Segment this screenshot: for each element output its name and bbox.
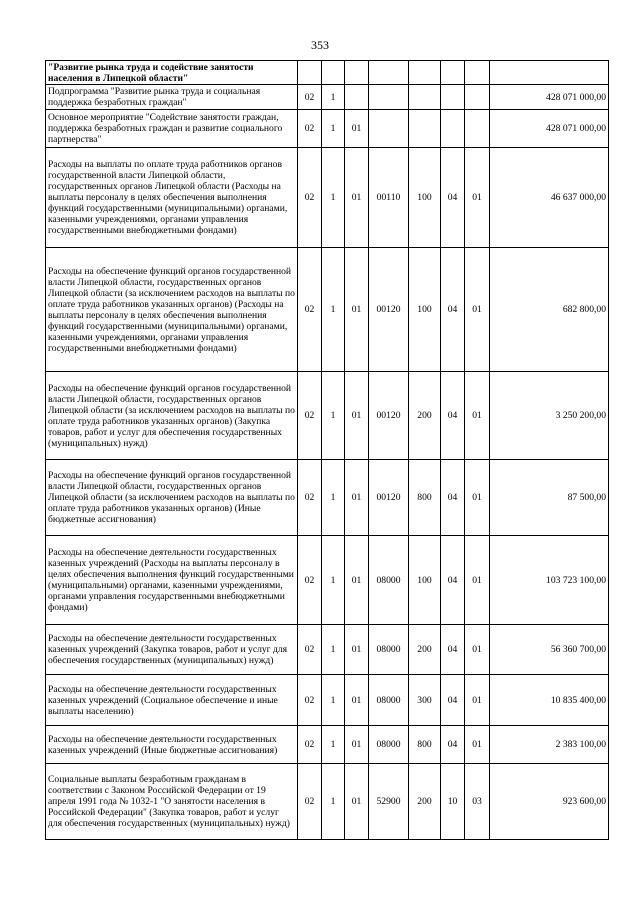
row-code-cell-c3: 01 <box>345 625 369 675</box>
row-code-cell-c1: 02 <box>298 460 322 536</box>
row-code-cell-c2 <box>322 61 345 85</box>
row-code-cell-c2: 1 <box>322 248 345 372</box>
row-code-cell-c1: 02 <box>298 675 322 726</box>
row-sum-cell <box>490 61 609 85</box>
row-name-cell: "Развитие рынка труда и содействие занятости населения в Липецкой области" <box>46 61 298 85</box>
row-code-cell-c4: 00120 <box>369 372 409 460</box>
row-code-cell-c7 <box>465 85 490 110</box>
row-code-cell-c7: 01 <box>465 726 490 764</box>
row-name-cell: Подпрограмма "Развитие рынка труда и социальная поддержка безработных граждан" <box>46 85 298 110</box>
row-code-cell-c6: 04 <box>441 726 465 764</box>
program-header-row <box>46 61 609 85</box>
row-code-cell-c5 <box>409 110 441 148</box>
row-code-cell-c2: 1 <box>322 148 345 248</box>
row-code-cell-c7: 01 <box>465 536 490 625</box>
table-row <box>46 85 609 110</box>
row-code-cell-c5 <box>409 85 441 110</box>
row-code-cell-c1 <box>298 61 322 85</box>
table-row <box>46 148 609 248</box>
row-name-cell: Расходы на обеспечение функций органов государственной власти Липецкой области, государственных органов Липецкой области (за исключением расходов на выплаты по оплате труда работников указанных органов) (Закупка товаров, работ и услуг для обеспечения государственных (муниципальных) нужд) <box>46 372 298 460</box>
row-code-cell-c5: 100 <box>409 536 441 625</box>
row-code-cell-c6: 04 <box>441 536 465 625</box>
row-code-cell-c7 <box>465 61 490 85</box>
row-code-cell-c6: 04 <box>441 248 465 372</box>
row-code-cell-c5: 200 <box>409 764 441 840</box>
row-code-cell-c3: 01 <box>345 460 369 536</box>
row-sum-cell: 87 500,00 <box>490 460 609 536</box>
row-code-cell-c4: 00110 <box>369 148 409 248</box>
row-code-cell-c6 <box>441 110 465 148</box>
row-code-cell-c4: 52900 <box>369 764 409 840</box>
row-code-cell-c2: 1 <box>322 675 345 726</box>
row-code-cell-c2: 1 <box>322 625 345 675</box>
row-code-cell-c2: 1 <box>322 372 345 460</box>
table-row <box>46 536 609 625</box>
row-code-cell-c6: 04 <box>441 372 465 460</box>
row-code-cell-c3: 01 <box>345 148 369 248</box>
row-code-cell-c1: 02 <box>298 764 322 840</box>
row-code-cell-c6 <box>441 61 465 85</box>
row-code-cell-c5: 800 <box>409 460 441 536</box>
row-code-cell-c6: 04 <box>441 148 465 248</box>
budget-table <box>45 60 609 840</box>
row-code-cell-c2: 1 <box>322 726 345 764</box>
row-code-cell-c3: 01 <box>345 110 369 148</box>
row-code-cell-c1: 02 <box>298 726 322 764</box>
row-code-cell-c1: 02 <box>298 148 322 248</box>
row-code-cell-c5: 200 <box>409 625 441 675</box>
row-code-cell-c7: 01 <box>465 248 490 372</box>
table-row <box>46 675 609 726</box>
row-sum-cell: 56 360 700,00 <box>490 625 609 675</box>
row-sum-cell: 2 383 100,00 <box>490 726 609 764</box>
row-sum-cell: 428 071 000,00 <box>490 85 609 110</box>
row-code-cell-c5: 100 <box>409 148 441 248</box>
row-sum-cell: 3 250 200,00 <box>490 372 609 460</box>
row-name-cell: Расходы на обеспечение функций органов государственной власти Липецкой области, государственных органов Липецкой области (за исключением расходов на выплаты по оплате труда работников указанных органов) (Расходы на выплаты персоналу в целях обеспечения выполнения функций государственными (муниципальными) органами, казенными учреждениями, органами управления государственными внебюджетными фондами) <box>46 248 298 372</box>
row-code-cell-c2: 1 <box>322 460 345 536</box>
row-code-cell-c3: 01 <box>345 675 369 726</box>
row-code-cell-c5: 100 <box>409 248 441 372</box>
row-code-cell-c5: 800 <box>409 726 441 764</box>
row-code-cell-c5: 300 <box>409 675 441 726</box>
row-name-cell: Расходы на выплаты по оплате труда работников органов государственной власти Липецкой области, государственных органов Липецкой области (Расходы на выплаты персоналу в целях обеспечения выполнения функций государственными (муниципальными) органами, казенными учреждениями, органами управления государственными внебюджетными фондами) <box>46 148 298 248</box>
row-code-cell-c7: 03 <box>465 764 490 840</box>
row-name-cell: Расходы на обеспечение деятельности государственных казенных учреждений (Расходы на выплаты персоналу в целях обеспечения выполнения функций государственными (муниципальными) органами, казенными учреждениями, органами управления государственными внебюджетными фондами) <box>46 536 298 625</box>
row-code-cell-c3: 01 <box>345 248 369 372</box>
row-code-cell-c1: 02 <box>298 536 322 625</box>
row-code-cell-c4: 08000 <box>369 726 409 764</box>
row-sum-cell: 923 600,00 <box>490 764 609 840</box>
row-code-cell-c4: 08000 <box>369 536 409 625</box>
row-code-cell-c7: 01 <box>465 625 490 675</box>
table-row <box>46 625 609 675</box>
row-code-cell-c3: 01 <box>345 764 369 840</box>
row-sum-cell: 682 800,00 <box>490 248 609 372</box>
row-code-cell-c5: 200 <box>409 372 441 460</box>
row-code-cell-c7: 01 <box>465 148 490 248</box>
table-row <box>46 726 609 764</box>
row-sum-cell: 103 723 100,00 <box>490 536 609 625</box>
row-code-cell-c3 <box>345 61 369 85</box>
row-code-cell-c7: 01 <box>465 460 490 536</box>
row-code-cell-c4 <box>369 110 409 148</box>
row-code-cell-c4 <box>369 85 409 110</box>
row-code-cell-c1: 02 <box>298 372 322 460</box>
row-code-cell-c4: 00120 <box>369 460 409 536</box>
table-row <box>46 372 609 460</box>
row-code-cell-c3: 01 <box>345 372 369 460</box>
row-code-cell-c5 <box>409 61 441 85</box>
table-row <box>46 248 609 372</box>
row-code-cell-c7: 01 <box>465 675 490 726</box>
row-sum-cell: 428 071 000,00 <box>490 110 609 148</box>
row-sum-cell: 46 637 000,00 <box>490 148 609 248</box>
row-code-cell-c1: 02 <box>298 85 322 110</box>
row-code-cell-c6: 04 <box>441 675 465 726</box>
row-name-cell: Социальные выплаты безработным гражданам в соответствии с Законом Российской Федерации от 19 апреля 1991 года № 1032-1 "О занятости населения в Российской Федерации" (Закупка товаров, работ и услуг для обеспечения государственных (муниципальных) нужд) <box>46 764 298 840</box>
row-code-cell-c2: 1 <box>322 110 345 148</box>
row-name-cell: Расходы на обеспечение деятельности государственных казенных учреждений (Закупка товаров, работ и услуг для обеспечения государственных (муниципальных) нужд) <box>46 625 298 675</box>
row-code-cell-c1: 02 <box>298 248 322 372</box>
row-code-cell-c2: 1 <box>322 764 345 840</box>
row-name-cell: Расходы на обеспечение функций органов государственной власти Липецкой области, государственных органов Липецкой области (за исключением расходов на выплаты по оплате труда работников указанных органов) (Иные бюджетные ассигнования) <box>46 460 298 536</box>
row-name-cell: Основное мероприятие "Содействие занятости граждан, поддержка безработных граждан и развитие социального партнерства" <box>46 110 298 148</box>
row-code-cell-c2: 1 <box>322 85 345 110</box>
row-name-cell: Расходы на обеспечение деятельности государственных казенных учреждений (Социальное обеспечение и иные выплаты населению) <box>46 675 298 726</box>
row-code-cell-c6 <box>441 85 465 110</box>
row-sum-cell: 10 835 400,00 <box>490 675 609 726</box>
table-row <box>46 764 609 840</box>
row-code-cell-c6: 10 <box>441 764 465 840</box>
row-code-cell-c4 <box>369 61 409 85</box>
row-code-cell-c4: 08000 <box>369 625 409 675</box>
row-code-cell-c3: 01 <box>345 536 369 625</box>
row-code-cell-c6: 04 <box>441 460 465 536</box>
row-code-cell-c3 <box>345 85 369 110</box>
row-code-cell-c1: 02 <box>298 625 322 675</box>
table-row <box>46 460 609 536</box>
page-number: 353 <box>311 38 329 52</box>
row-name-cell: Расходы на обеспечение деятельности государственных казенных учреждений (Иные бюджетные ассигнования) <box>46 726 298 764</box>
row-code-cell-c1: 02 <box>298 110 322 148</box>
row-code-cell-c7 <box>465 110 490 148</box>
row-code-cell-c3: 01 <box>345 726 369 764</box>
row-code-cell-c7: 01 <box>465 372 490 460</box>
row-code-cell-c2: 1 <box>322 536 345 625</box>
table-row <box>46 110 609 148</box>
row-code-cell-c4: 08000 <box>369 675 409 726</box>
row-code-cell-c6: 04 <box>441 625 465 675</box>
row-code-cell-c4: 00120 <box>369 248 409 372</box>
